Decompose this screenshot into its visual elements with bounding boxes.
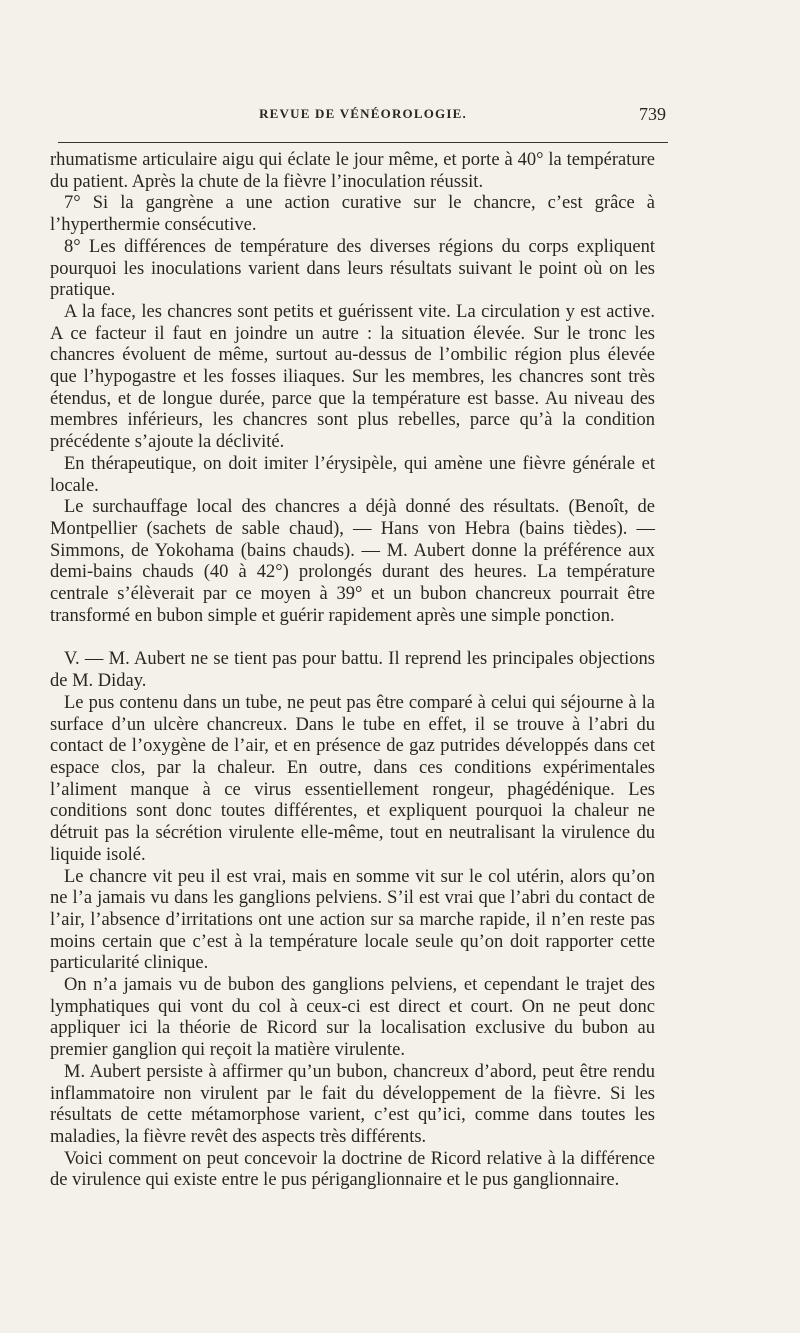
paragraph-surchauffage: Le surchauffage local des chancres a déjà donné des résultats. (Benoît, de Montpellier (sachets de sable chaud), — Hans von Hebra (bains tièdes). — Simmons, de Yokohama (bains chauds). — M. Aubert donne la préférence aux demi-bains chauds (40 à 42°) prolongés durant des heures. La température centrale s’élèverait par ce moyen à 39° et un bubon chancreux pourrait être transformé en bubon simple et guérir rapidement après une simple ponction.: [50, 497, 655, 626]
paragraph-continuation: rhumatisme articulaire aigu qui éclate le jour même, et porte à 40° la température du patient. Après la chute de la fièvre l’inoculation réussit.: [50, 150, 655, 192]
paragraph-pus-tube: Le pus contenu dans un tube, ne peut pas être comparé à celui qui séjourne à la surface d’un ulcère chancreux. Dans le tube en effet, il se trouve à l’abri du contact de l’oxygène de l’air, et en présence de gaz putrides développés dans cet espace clos, par la chaleur. En outre, dans ces conditions expérimentales l’aliment manque à ce virus essentiellement rongeur, phagédénique. Les conditions sont donc toutes différentes, et expliquent pourquoi la chaleur ne détruit pas la sécrétion virulente elle-même, tout en neutralisant la virulence du liquide isolé.: [50, 692, 655, 865]
paragraph-section-v: V. — M. Aubert ne se tient pas pour battu. Il reprend les principales objections de M. Diday.: [50, 649, 655, 692]
paragraph-point-8: 8° Les différences de température des diverses régions du corps expliquent pourquoi les inoculations varient dans leurs résultats suivant le point où on les pratique.: [50, 236, 655, 301]
paragraph-col-uterin: Le chancre vit peu il est vrai, mais en somme vit sur le col utérin, alors qu’on ne l’a jamais vu dans les ganglions pelviens. S’il est vrai que l’abri du contact de l’air, l’absence d’irritations ont une action sur sa marche rapide, il n’en reste pas moins certain que c’est à la température locale seule qu’on doit rapporter cette particularité clinique.: [50, 866, 655, 974]
header-rule: [58, 142, 668, 143]
paragraph-therapeutique: En thérapeutique, on doit imiter l’érysipèle, qui amène une fièvre générale et locale.: [50, 453, 655, 496]
running-head: [58, 104, 668, 130]
paragraph-ganglions-pelviens: On n’a jamais vu de bubon des ganglions pelviens, et cependant le trajet des lymphatiques qui vont du col à ceux-ci est direct et court. On ne peut donc appliquer ici la théorie de Ricord sur la localisation exclusive du bubon au premier ganglion qui reçoit la matière virulente.: [50, 975, 655, 1061]
body-text: [50, 150, 655, 1192]
paragraph-point-7: 7° Si la gangrène a une action curative sur le chancre, c’est grâce à l’hyperthermie consécutive.: [50, 193, 655, 236]
paragraph-doctrine-ricord: Voici comment on peut concevoir la doctrine de Ricord relative à la différence de virulence qui existe entre le pus périganglionnaire et le pus ganglionnaire.: [50, 1148, 655, 1191]
running-title: REVUE DE VÉNÉOROLOGIE.: [259, 106, 467, 121]
paragraph-bubon-fievre: M. Aubert persiste à affirmer qu’un bubon, chancreux d’abord, peut être rendu inflammatoire non virulent par le fait du développement de la fièvre. Si les résultats de cette métamorphose varient, c’est qu’ici, comme dans toutes les maladies, la fièvre revêt des aspects très différents.: [50, 1061, 655, 1147]
paragraph-face-chancres: A la face, les chancres sont petits et guérissent vite. La circulation y est active. A ce facteur il faut en joindre un autre : la situation élevée. Sur le tronc les chancres évoluent de même, surtout au-dessus de l’ombilic région plus élevée que l’hypogastre et les fosses iliaques. Sur les membres, les chancres sont très étendus, et de longue durée, parce que la température est basse. Au niveau des membres inférieurs, les chancres sont plus rebelles, parce qu’à la condition précédente s’ajoute la déclivité.: [50, 301, 655, 453]
page-number: 739: [639, 104, 666, 124]
